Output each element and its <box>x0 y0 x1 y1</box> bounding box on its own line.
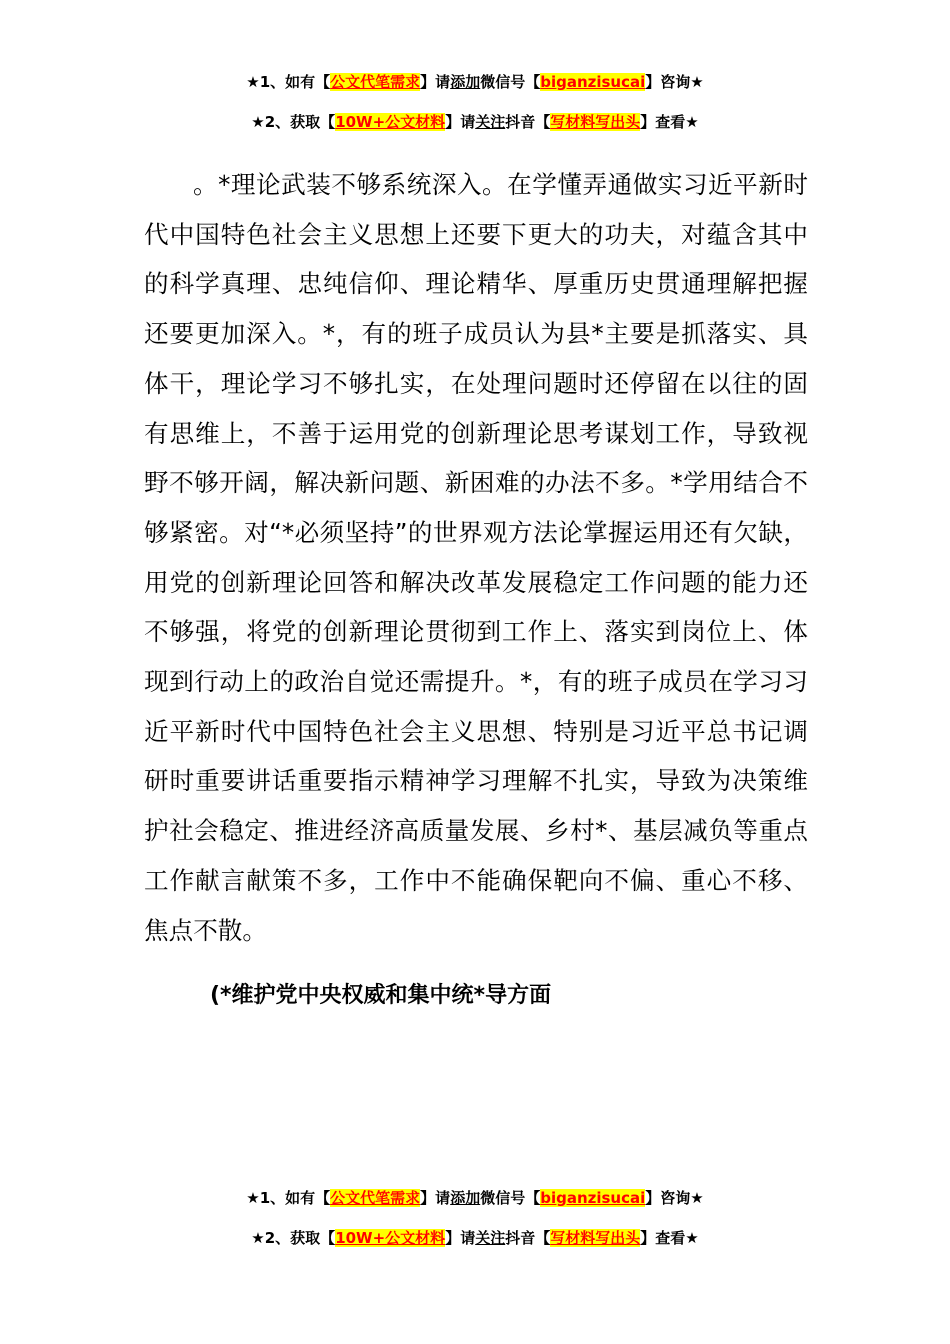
ad-underlined-action: 添加 <box>450 1189 481 1207</box>
ad-underlined-action: 关注 <box>475 113 506 131</box>
ad-prefix: ★1、如有【 <box>246 1189 331 1207</box>
ad-text: 微信号【 <box>480 1189 541 1207</box>
body-paragraph: 。*理论武装不够系统深入。在学懂弄通做实习近平新时代中国特色社会主义思想上还要下更大的功夫，对蕴含其中的科学真理、忠纯信仰、理论精华、厚重历史贯通理解把握还要更加深入。*，有的班子成员认为县*主要是抓落实、具体干，理论学习不够扎实，在处理问题时还停留在以往的固有思维上，不善于运用党的创新理论思考谋划工作，导致视野不够开阔，解决新问题、新困难的办法不多。*学用结合不够紧密。对“*必须坚持”的世界观方法论掌握运用还有欠缺，用党的创新理论回答和解决改革发展稳定工作问题的能力还不够强，将党的创新理论贯彻到工作上、落实到岗位上、体现到行动上的政治自觉还需提升。*，有的班子成员在学习习近平新时代中国特色社会主义思想、特别是习近平总书记调研时重要讲话重要指示精神学习理解不扎实，导致为决策维护社会稳定、推进经济高质量发展、乡村*、基层减负等重点工作献言献策不多，工作中不能确保靶向不偏、重心不移、焦点不散。 <box>144 170 808 945</box>
footer-ad-line-1 <box>0 1188 950 1208</box>
ad-highlight-douyin-id: 写材料写出头 <box>550 113 641 131</box>
ad-suffix: 】咨询★ <box>645 1189 704 1207</box>
section-heading: (*维护党中央权威和集中统*导方面 <box>210 983 552 1008</box>
header-ad-line-2 <box>0 112 950 132</box>
ad-highlight-wechat-id: biganzisucai <box>540 1189 646 1207</box>
ad-underlined-action: 添加 <box>450 73 481 91</box>
ad-highlight-materials: 10W+公文材料 <box>335 113 446 131</box>
ad-highlight-materials: 10W+公文材料 <box>335 1229 446 1247</box>
ad-text: 】请 <box>445 113 476 131</box>
ad-suffix: 】查看★ <box>640 113 699 131</box>
ad-highlight-service: 公文代笔需求 <box>330 73 421 91</box>
ad-text: 】请 <box>445 1229 476 1247</box>
footer-ad-line-2 <box>0 1228 950 1248</box>
ad-prefix: ★1、如有【 <box>246 73 331 91</box>
ad-prefix: ★2、获取【 <box>251 1229 336 1247</box>
ad-highlight-douyin-id: 写材料写出头 <box>550 1229 641 1247</box>
header-ad-line-1 <box>0 72 950 92</box>
ad-underlined-action: 关注 <box>475 1229 506 1247</box>
ad-text: 微信号【 <box>480 73 541 91</box>
ad-highlight-wechat-id: biganzisucai <box>540 73 646 91</box>
ad-suffix: 】咨询★ <box>645 73 704 91</box>
ad-text: 】请 <box>420 73 451 91</box>
ad-text: 】请 <box>420 1189 451 1207</box>
ad-prefix: ★2、获取【 <box>251 113 336 131</box>
ad-suffix: 】查看★ <box>640 1229 699 1247</box>
ad-text: 抖音【 <box>505 1229 551 1247</box>
ad-highlight-service: 公文代笔需求 <box>330 1189 421 1207</box>
ad-text: 抖音【 <box>505 113 551 131</box>
